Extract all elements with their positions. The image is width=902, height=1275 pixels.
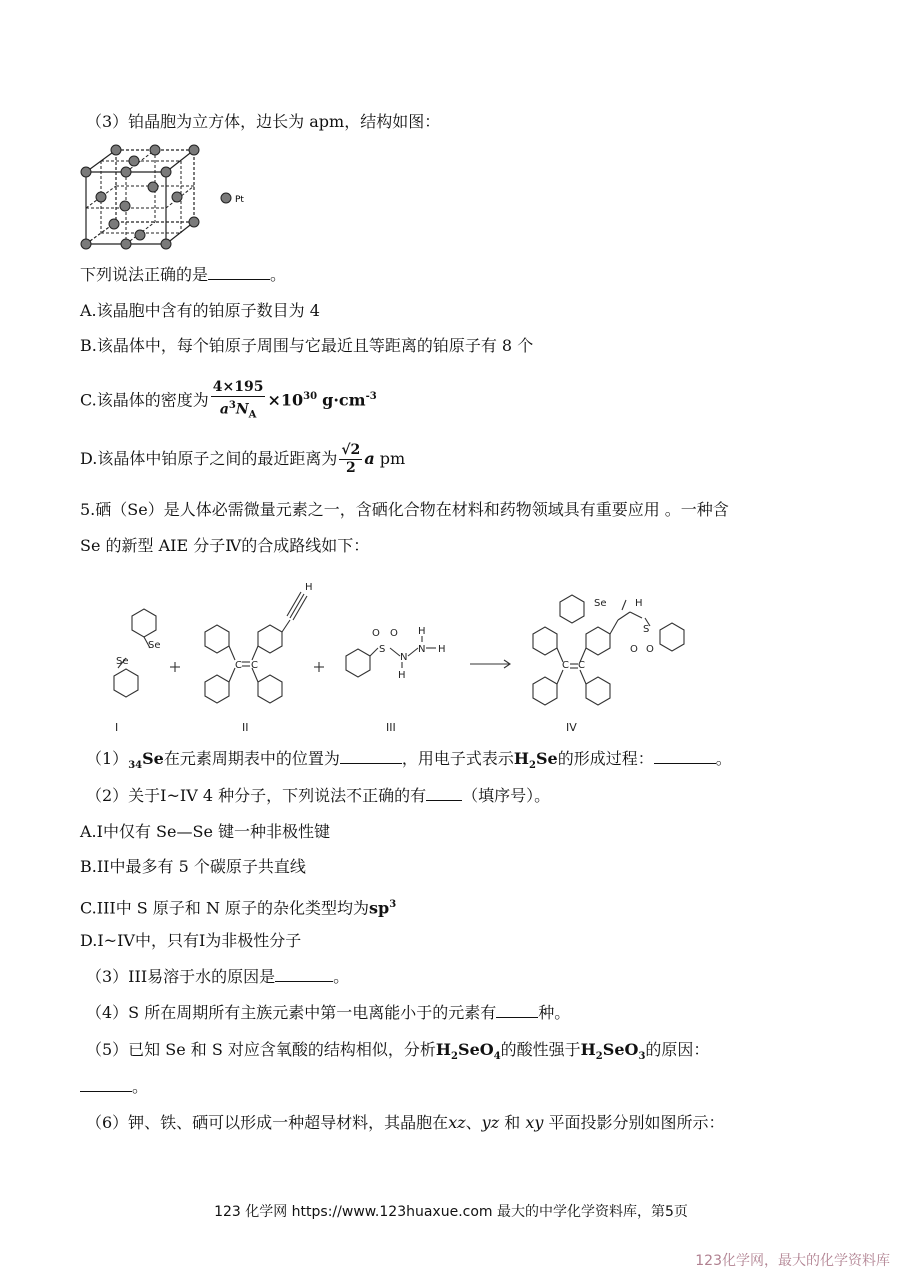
svg-text:Se: Se xyxy=(594,598,607,609)
q5-line-1: 5.硒（Se）是人体必需微量元素之一，含硒化合物在材料和药物领域具有重要应用 。一种含 xyxy=(80,500,729,519)
distance-fraction: $\frac{√2}{2}$ xyxy=(341,442,361,476)
svg-text:C: C xyxy=(251,660,258,671)
sub-question-4: （4）S 所在周期所有主族元素中第一电离能小于的元素有 种。 xyxy=(86,1003,571,1022)
page-footer: 123 化学网 https://www.123huaxue.com 最大的中学化学资料库，第5页 xyxy=(214,1204,688,1220)
svg-text:Se: Se xyxy=(148,640,161,651)
statement-a: A.I中仅有 Se—Se 键一种非极性键 xyxy=(80,822,330,841)
svg-text:S: S xyxy=(379,644,386,655)
density-fraction: $\frac{4\times 195}{a^3N_A}$ xyxy=(212,378,264,421)
svg-text:O: O xyxy=(390,628,398,639)
svg-text:O: O xyxy=(630,644,638,655)
svg-text:H: H xyxy=(635,598,643,609)
option-a: A.该晶胞中含有的铂原子数目为 4 xyxy=(80,301,320,320)
svg-text:C: C xyxy=(562,660,569,671)
svg-text:O: O xyxy=(372,628,380,639)
mol-label-2: II xyxy=(242,721,249,734)
q3-intro: （3）铂晶胞为立方体，边长为 apm，结构如图： xyxy=(86,112,441,131)
svg-text:C: C xyxy=(235,660,242,671)
pt-legend-label: Pt xyxy=(235,195,244,205)
svg-text:N: N xyxy=(400,652,408,663)
sub-question-2: （2）关于I~IV 4 种分子，下列说法不正确的有 （填序号）。 xyxy=(86,786,551,805)
watermark: 123化学网，最大的化学资料库 xyxy=(695,1253,890,1269)
sub-question-6: （6）钾、铁、硒可以形成一种超导材料，其晶胞在xz、yz 和 xy 平面投影分别如图所示： xyxy=(86,1113,725,1132)
sub-question-5: （5）已知 Se 和 S 对应含氧酸的结构相似，分析$H_2SeO_4$的酸性强于$H_2SeO_3$的原因： xyxy=(86,1040,710,1063)
q3-prompt: 下列说法正确的是 。 xyxy=(80,265,287,284)
mol-label-3: III xyxy=(386,721,396,734)
sub-question-3: （3）III易溶于水的原因是 。 xyxy=(86,967,350,986)
option-d: D.该晶体中铂原子之间的最近距离为 $\frac{√2}{2}$ a pm xyxy=(80,442,406,476)
statement-b: B.II中最多有 5 个碳原子共直线 xyxy=(80,857,306,876)
sub-question-5-answer: 。 xyxy=(80,1077,148,1097)
svg-text:Se: Se xyxy=(116,656,129,667)
svg-text:N: N xyxy=(418,644,426,655)
svg-text:H: H xyxy=(398,670,406,681)
mol-label-1: I xyxy=(115,721,119,734)
q5-line-2: Se 的新型 AIE 分子Ⅳ的合成路线如下： xyxy=(80,536,370,555)
svg-text:H: H xyxy=(305,582,313,593)
option-c: C.该晶体的密度为 $\frac{4\times 195}{a^3N_A}$ $\times 10^{30}$ $g\cdot cm^{-3}$ xyxy=(80,375,377,419)
svg-text:S: S xyxy=(643,624,650,635)
svg-text:O: O xyxy=(646,644,654,655)
statement-d: D.I~IV中，只有I为非极性分子 xyxy=(80,931,302,950)
pt-unit-cell-figure xyxy=(78,140,258,252)
synthesis-route-scheme xyxy=(90,572,720,740)
mol-label-4: IV xyxy=(566,721,577,734)
option-b: B.该晶体中，每个铂原子周围与它最近且等距离的铂原子有 8 个 xyxy=(80,336,534,355)
svg-text:C: C xyxy=(578,660,585,671)
statement-c: C.III中 S 原子和 N 原子的杂化类型均为$sp^3$ xyxy=(80,898,397,918)
svg-text:H: H xyxy=(438,644,446,655)
svg-text:H: H xyxy=(418,626,426,637)
sub-question-1: $(1)_{34}Se$在元素周期表中的位置为 ，用电子式表示$H_2Se$的形成过程： 。 xyxy=(86,749,732,772)
